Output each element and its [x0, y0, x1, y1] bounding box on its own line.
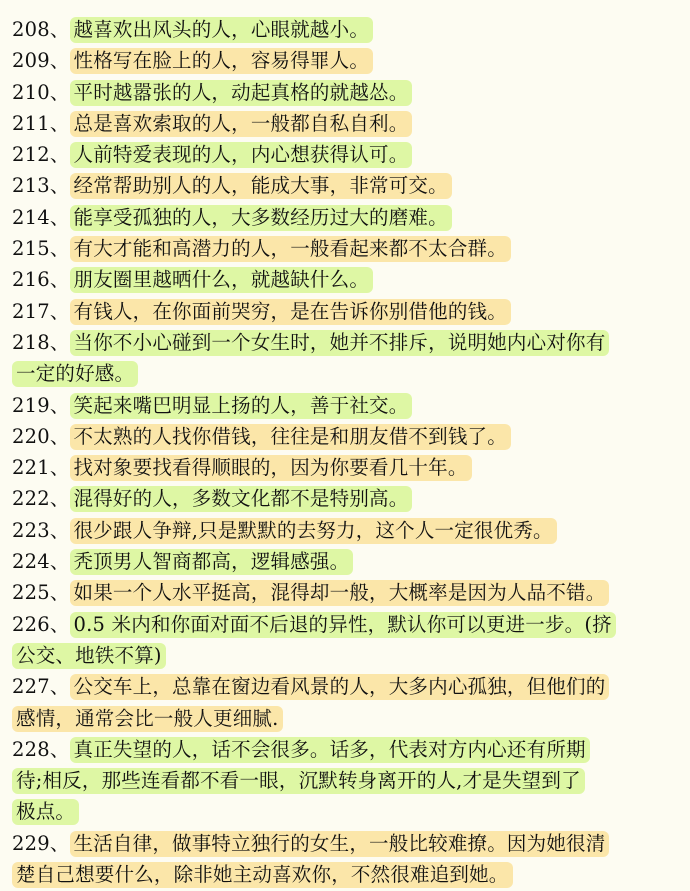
highlighted-text: 混得好的人，多数文化都不是特别高。	[70, 486, 413, 512]
highlighted-text: 笑起来嘴巴明显上扬的人，善于社交。	[70, 393, 413, 419]
list-item	[12, 452, 680, 483]
highlighted-text: 总是喜欢索取的人，一般都自私自利。	[70, 111, 413, 137]
list-item-line	[12, 671, 680, 702]
item-number: 221、	[12, 456, 70, 480]
list-item	[12, 45, 680, 76]
item-number: 228、	[12, 737, 70, 761]
list-item	[12, 202, 680, 233]
list-item-line	[12, 390, 680, 421]
highlighted-text: 当你不小心碰到一个女生时，她并不排斥，说明她内心对你有	[70, 330, 610, 356]
highlighted-text: 能享受孤独的人，大多数经历过大的磨难。	[70, 205, 452, 231]
highlighted-text: 不太熟的人找你借钱，往往是和朋友借不到钱了。	[70, 424, 511, 450]
highlighted-text: 公交、地铁不算)	[12, 643, 166, 669]
list-item-line	[12, 452, 680, 483]
item-number: 227、	[12, 675, 70, 699]
highlighted-text: 经常帮助别人的人，能成大事，非常可交。	[70, 173, 452, 199]
highlighted-text: 感情，通常会比一般人更细腻.	[12, 706, 283, 732]
item-number: 212、	[12, 143, 70, 167]
highlighted-text: 真正失望的人，话不会很多。话多，代表对方内心还有所期	[70, 737, 590, 763]
highlighted-text: 楚自己想要什么，除非她主动喜欢你，不然很难追到她。	[12, 862, 513, 888]
list-item-line	[12, 233, 680, 264]
item-number: 218、	[12, 330, 70, 354]
list-item-line	[12, 577, 680, 608]
highlighted-text: 人前特爱表现的人，内心想获得认可。	[70, 142, 413, 168]
list-item	[12, 170, 680, 201]
list-item-line	[12, 108, 680, 139]
list-item	[12, 483, 680, 514]
list-item	[12, 327, 680, 390]
highlighted-text: 平时越嚣张的人，动起真格的就越怂。	[70, 80, 413, 106]
list-item	[12, 734, 680, 828]
list-item	[12, 139, 680, 170]
list-item-line	[12, 703, 680, 734]
list-item-line	[12, 734, 680, 765]
list-item-line	[12, 170, 680, 201]
highlighted-text: 性格写在脸上的人，容易得罪人。	[70, 48, 374, 74]
item-number: 215、	[12, 237, 70, 261]
list-item-line	[12, 609, 680, 640]
highlighted-text: 一定的好感。	[12, 361, 138, 387]
list-item	[12, 546, 680, 577]
item-number: 224、	[12, 550, 70, 574]
list-item	[12, 671, 680, 734]
list-item-line	[12, 546, 680, 577]
list-item-line	[12, 421, 680, 452]
highlighted-text: 0.5 米内和你面对面不后退的异性，默认你可以更进一步。(挤	[70, 612, 616, 638]
item-number: 216、	[12, 268, 70, 292]
item-number: 208、	[12, 18, 70, 41]
highlighted-text: 生活自律，做事特立独行的女生，一般比较难撩。因为她很清	[70, 831, 610, 857]
list-item-line	[12, 77, 680, 108]
highlighted-text: 很少跟人争辩,只是默默的去努力，这个人一定很优秀。	[70, 518, 557, 544]
list-item-line	[12, 515, 680, 546]
item-number: 219、	[12, 393, 70, 417]
list-item-line	[12, 264, 680, 295]
highlighted-text: 找对象要找看得顺眼的，因为你要看几十年。	[70, 455, 472, 481]
highlighted-text: 极点。	[12, 799, 79, 825]
list-item	[12, 296, 680, 327]
list-item	[12, 233, 680, 264]
list-item-line	[12, 14, 680, 45]
list-item	[12, 77, 680, 108]
list-item-line	[12, 859, 680, 890]
list-item-line	[12, 296, 680, 327]
list-item-line	[12, 796, 680, 827]
item-number: 214、	[12, 205, 70, 229]
item-number: 225、	[12, 581, 70, 605]
list-item-line	[12, 327, 680, 358]
list-item	[12, 828, 680, 891]
list-item	[12, 577, 680, 608]
highlighted-text: 有钱人，在你面前哭穷，是在告诉你别借他的钱。	[70, 299, 511, 325]
highlighted-text: 秃顶男人智商都高，逻辑感强。	[70, 549, 354, 575]
item-number: 229、	[12, 831, 70, 855]
item-number: 213、	[12, 174, 70, 198]
item-number: 222、	[12, 487, 70, 511]
item-number: 210、	[12, 80, 70, 104]
list-item-line	[12, 139, 680, 170]
item-number: 223、	[12, 518, 70, 542]
list-item	[12, 264, 680, 295]
list-item-line	[12, 202, 680, 233]
list-item	[12, 609, 680, 672]
highlighted-text: 待;相反，那些连看都不看一眼，沉默转身离开的人,才是失望到了	[12, 768, 585, 794]
list-item-line	[12, 358, 680, 389]
list-item	[12, 421, 680, 452]
highlighted-text: 越喜欢出风头的人，心眼就越小。	[70, 17, 374, 43]
item-number: 220、	[12, 424, 70, 448]
list-item-line	[12, 640, 680, 671]
list-item	[12, 108, 680, 139]
list-item-line	[12, 483, 680, 514]
list-item	[12, 390, 680, 421]
list-item-line	[12, 828, 680, 859]
highlighted-text: 有大才能和高潜力的人，一般看起来都不太合群。	[70, 236, 511, 262]
list-item-line	[12, 765, 680, 796]
list-item	[12, 14, 680, 45]
item-number: 226、	[12, 612, 70, 636]
item-number: 211、	[12, 111, 70, 135]
list-item-line	[12, 45, 680, 76]
list-item	[12, 515, 680, 546]
highlighted-text: 如果一个人水平挺高，混得却一般，大概率是因为人品不错。	[70, 580, 610, 606]
highlighted-text: 朋友圈里越晒什么，就越缺什么。	[70, 267, 374, 293]
item-number: 209、	[12, 49, 70, 73]
item-number: 217、	[12, 299, 70, 323]
highlighted-text: 公交车上，总靠在窗边看风景的人，大多内心孤独，但他们的	[70, 674, 610, 700]
